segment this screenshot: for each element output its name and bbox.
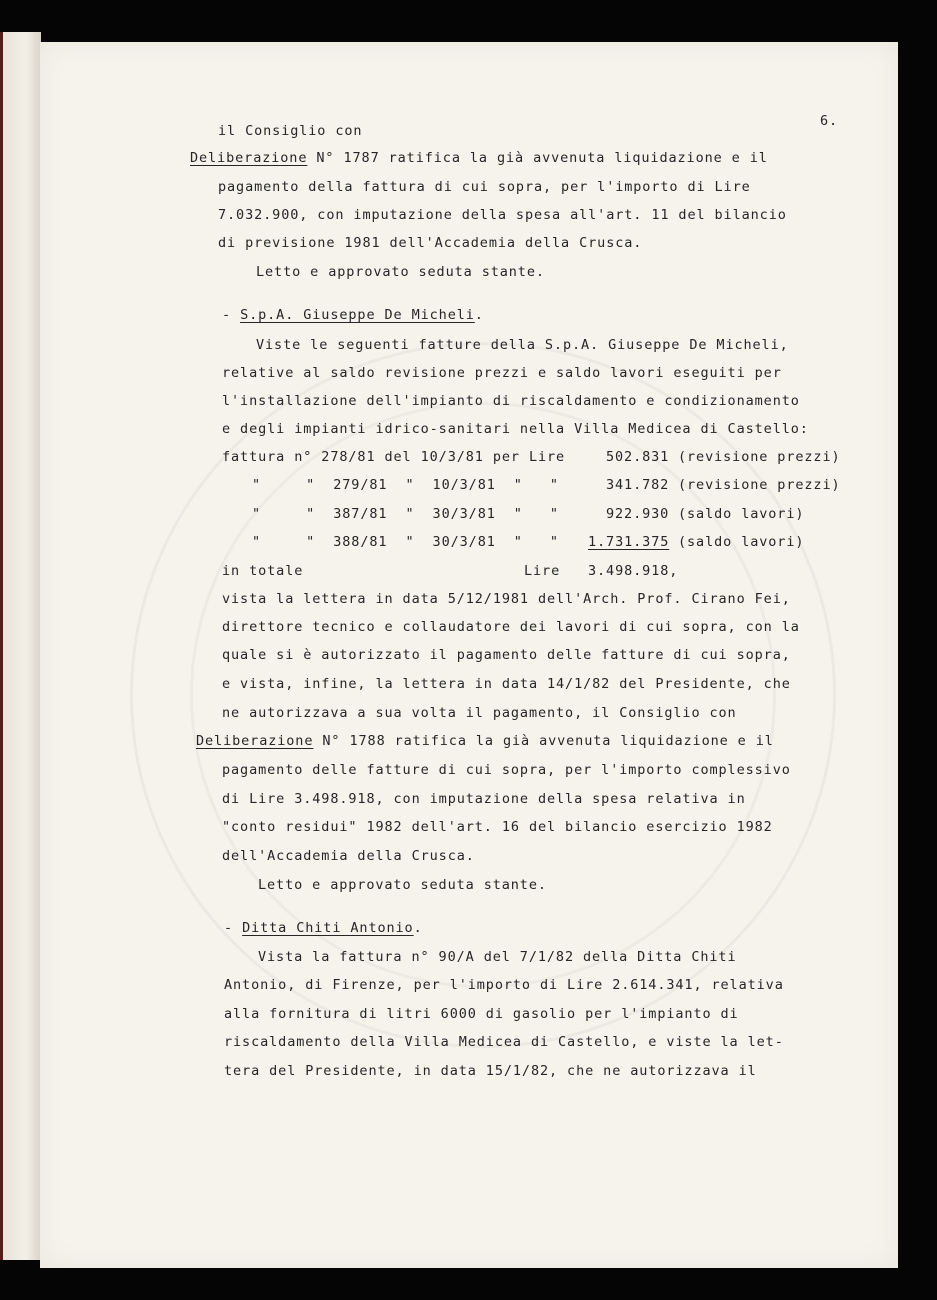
text-line: relative al saldo revisione prezzi e saldo lavori eseguiti per — [222, 365, 782, 381]
text-line: vista la lettera in data 5/12/1981 dell'Arch. Prof. Cirano Fei, — [222, 591, 791, 607]
text-line: 7.032.900, con imputazione della spesa all'art. 11 del bilancio — [218, 207, 787, 223]
text-line: "conto residui" 1982 dell'art. 16 del bilancio esercizio 1982 — [222, 819, 773, 835]
invoice-left: fattura n° 278/81 del 10/3/81 per Lire — [222, 449, 566, 465]
heading-de-micheli: S.p.A. Giuseppe De Micheli — [240, 307, 475, 323]
text-line: Viste le seguenti fatture della S.p.A. Giuseppe De Micheli, — [256, 337, 789, 353]
invoice-amount: 341.782 — [606, 477, 670, 493]
invoice-amount: 1.731.375 — [588, 534, 670, 550]
document-page — [40, 42, 898, 1268]
deliberazione-label: Deliberazione — [190, 150, 308, 166]
text-line: Letto e approvato seduta stante. — [258, 877, 547, 893]
invoice-note: (revisione prezzi) — [678, 477, 841, 493]
text-line: di Lire 3.498.918, con imputazione della spesa relativa in — [222, 791, 746, 807]
heading-chiti-antonio: Ditta Chiti Antonio — [242, 920, 414, 936]
text-line: riscaldamento della Villa Medicea di Castello, e viste la let- — [224, 1034, 784, 1050]
invoice-note: (saldo lavori) — [678, 506, 805, 522]
text-line: pagamento della fattura di cui sopra, per l'importo di Lire — [218, 179, 751, 195]
text-line: Deliberazione N° 1787 ratifica la già avvenuta liquidazione e il — [190, 150, 768, 166]
section-heading: - Ditta Chiti Antonio. — [224, 920, 423, 936]
text-line: e degli impianti idrico-sanitari nella Villa Medicea di Castello: — [222, 421, 809, 437]
page-number: 6. — [820, 113, 839, 129]
text-line: Deliberazione N° 1788 ratifica la già avvenuta liquidazione e il — [196, 733, 774, 749]
text-line: il Consiglio con — [218, 123, 363, 139]
text-line: tera del Presidente, in data 15/1/82, che ne autorizzava il — [224, 1063, 757, 1079]
invoice-amount: 502.831 — [606, 449, 670, 465]
text-line: Antonio, di Firenze, per l'importo di Lire 2.614.341, relativa — [224, 977, 784, 993]
book-spine-edge — [0, 32, 41, 1260]
text-line: direttore tecnico e collaudatore dei lavori di cui sopra, con la — [222, 619, 800, 635]
text-line: di previsione 1981 dell'Accademia della Crusca. — [218, 235, 643, 251]
invoice-note: (saldo lavori) — [678, 534, 805, 550]
total-amount: 3.498.918, — [588, 563, 679, 579]
text-line: alla fornitura di litri 6000 di gasolio per l'impianto di — [224, 1006, 739, 1022]
invoice-left: " " 388/81 " 30/3/81 " " — [252, 534, 559, 550]
invoice-left: " " 387/81 " 30/3/81 " " — [252, 506, 559, 522]
invoice-amount: 922.930 — [606, 506, 670, 522]
section-heading: - S.p.A. Giuseppe De Micheli. — [222, 307, 484, 323]
text-line: dell'Accademia della Crusca. — [222, 848, 475, 864]
text-line: Vista la fattura n° 90/A del 7/1/82 della Ditta Chiti — [258, 949, 737, 965]
text-line: pagamento delle fatture di cui sopra, per l'importo complessivo — [222, 762, 791, 778]
invoice-left: " " 279/81 " 10/3/81 " " — [252, 477, 559, 493]
text-line: Letto e approvato seduta stante. — [256, 264, 545, 280]
text-line: quale si è autorizzato il pagamento delle fatture di cui sopra, — [222, 647, 791, 663]
text-line: ne autorizzava a sua volta il pagamento, il Consiglio con — [222, 705, 737, 721]
text-line: e vista, infine, la lettera in data 14/1/82 del Presidente, che — [222, 676, 791, 692]
deliberazione-label: Deliberazione — [196, 733, 314, 749]
text-line: l'installazione dell'impianto di riscaldamento e condizionamento — [222, 393, 800, 409]
total-currency: Lire — [524, 563, 561, 579]
invoice-note: (revisione prezzi) — [678, 449, 841, 465]
total-label: in totale — [222, 563, 304, 579]
